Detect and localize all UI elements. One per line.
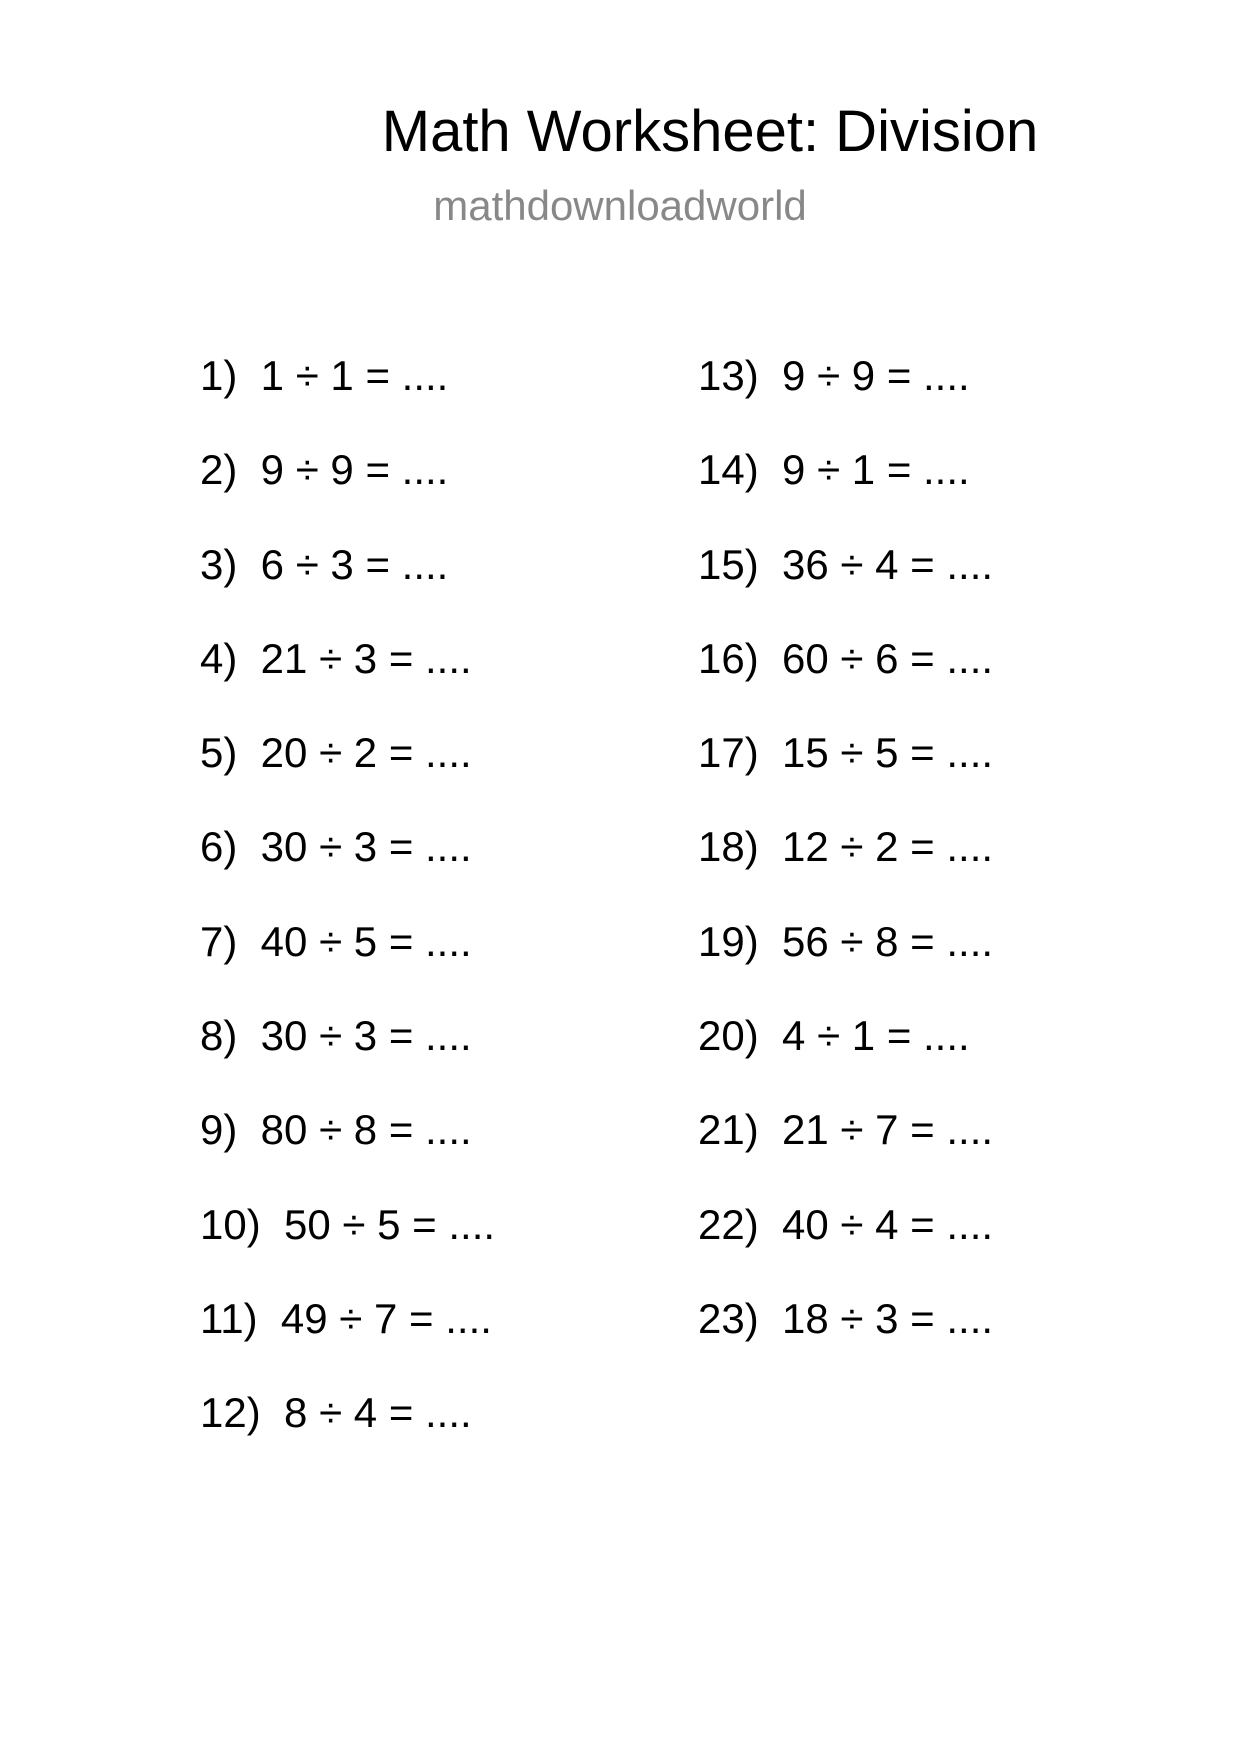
problem-12: 12) 8 ÷ 4 = .... [200, 1389, 472, 1437]
problem-14: 14) 9 ÷ 1 = .... [698, 446, 970, 494]
problem-8: 8) 30 ÷ 3 = .... [200, 1012, 472, 1060]
problem-23: 23) 18 ÷ 3 = .... [698, 1294, 994, 1342]
problem-17: 17) 15 ÷ 5 = .... [698, 729, 994, 777]
problem-4: 4) 21 ÷ 3 = .... [200, 634, 472, 682]
worksheet-title: Math Worksheet: Division [381, 99, 1039, 164]
problem-18: 18) 12 ÷ 2 = .... [698, 823, 994, 871]
problem-2: 2) 9 ÷ 9 = .... [200, 446, 449, 494]
problem-19: 19) 56 ÷ 8 = .... [698, 917, 994, 965]
problem-6: 6) 30 ÷ 3 = .... [200, 823, 472, 871]
problem-9: 9) 80 ÷ 8 = .... [200, 1106, 472, 1154]
problem-13: 13) 9 ÷ 9 = .... [698, 352, 970, 399]
problem-3: 3) 6 ÷ 3 = .... [200, 540, 449, 588]
problem-column-right [698, 346, 993, 1383]
problem-22: 22) 40 ÷ 4 = .... [698, 1200, 994, 1248]
problem-16: 16) 60 ÷ 6 = .... [698, 634, 994, 682]
problem-10: 10) 50 ÷ 5 = .... [200, 1200, 496, 1248]
problem-20: 20) 4 ÷ 1 = .... [698, 1012, 970, 1060]
problem-21: 21) 21 ÷ 7 = .... [698, 1106, 994, 1154]
worksheet-source: mathdownloadworld [433, 182, 807, 229]
problem-15: 15) 36 ÷ 4 = .... [698, 540, 994, 588]
problem-1: 1) 1 ÷ 1 = .... [200, 352, 449, 399]
problem-column-left [200, 346, 495, 1478]
problem-5: 5) 20 ÷ 2 = .... [200, 729, 472, 777]
problem-7: 7) 40 ÷ 5 = .... [200, 917, 472, 965]
problem-11: 11) 49 ÷ 7 = .... [200, 1294, 492, 1342]
